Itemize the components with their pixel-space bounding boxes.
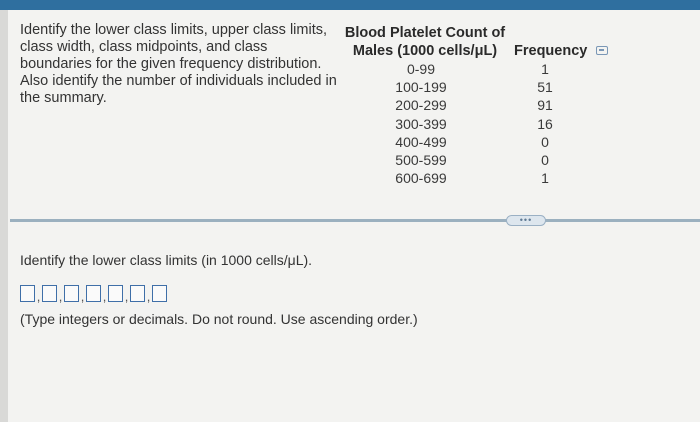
table-cell-class: 500-599 (395, 152, 447, 169)
answer-input-1[interactable] (20, 285, 35, 302)
table-header-frequency: Frequency (514, 43, 588, 59)
answer-prompt: Identify the lower class limits (in 1000 cells/μL). (20, 252, 313, 268)
table-header-platelet (340, 24, 510, 60)
table-cell-frequency: 1 (541, 170, 549, 187)
table-cell-frequency: 0 (541, 152, 549, 169)
table-cell-class: 400-499 (395, 133, 447, 150)
answer-separator: , (124, 289, 129, 304)
table-cell-class: 100-199 (395, 79, 447, 96)
answer-input-7[interactable] (152, 285, 167, 302)
table-cell-class: 300-399 (395, 115, 447, 132)
frequency-column (530, 60, 560, 187)
top-bar (0, 0, 700, 10)
table-cell-frequency: 16 (537, 115, 553, 132)
left-edge (0, 10, 8, 422)
table-cell-frequency: 0 (541, 133, 549, 150)
answer-separator: , (146, 289, 151, 304)
answer-separator: , (36, 289, 41, 304)
answer-inputs (20, 285, 167, 302)
answer-input-2[interactable] (42, 285, 57, 302)
question-text: Identify the lower class limits, upper class limits, class width, class midpoints, and class boundaries for the given frequency distribution. Also identify the number of individuals included in the summary. (20, 22, 337, 106)
answer-input-6[interactable] (130, 285, 145, 302)
answer-separator: , (102, 289, 107, 304)
table-cell-class: 200-299 (395, 97, 447, 114)
table-cell-frequency: 91 (537, 97, 553, 114)
table-cell-frequency: 1 (541, 61, 549, 77)
section-divider (10, 219, 700, 222)
table-header-line1: Blood Platelet Count of (344, 25, 506, 41)
copy-data-icon[interactable] (596, 46, 608, 55)
answer-input-4[interactable] (86, 285, 101, 302)
answer-separator: , (80, 289, 85, 304)
answer-separator: , (58, 289, 63, 304)
answer-input-5[interactable] (108, 285, 123, 302)
table-cell-class: 600-699 (395, 170, 447, 187)
expand-button[interactable]: ••• (506, 215, 546, 226)
table-cell-frequency: 51 (537, 79, 553, 96)
class-column (382, 60, 460, 187)
answer-input-3[interactable] (64, 285, 79, 302)
table-cell-class: 0-99 (406, 61, 436, 77)
table-header-line2: Males (1000 cells/μL) (352, 43, 498, 59)
answer-hint: (Type integers or decimals. Do not round. Use ascending order.) (20, 311, 418, 327)
